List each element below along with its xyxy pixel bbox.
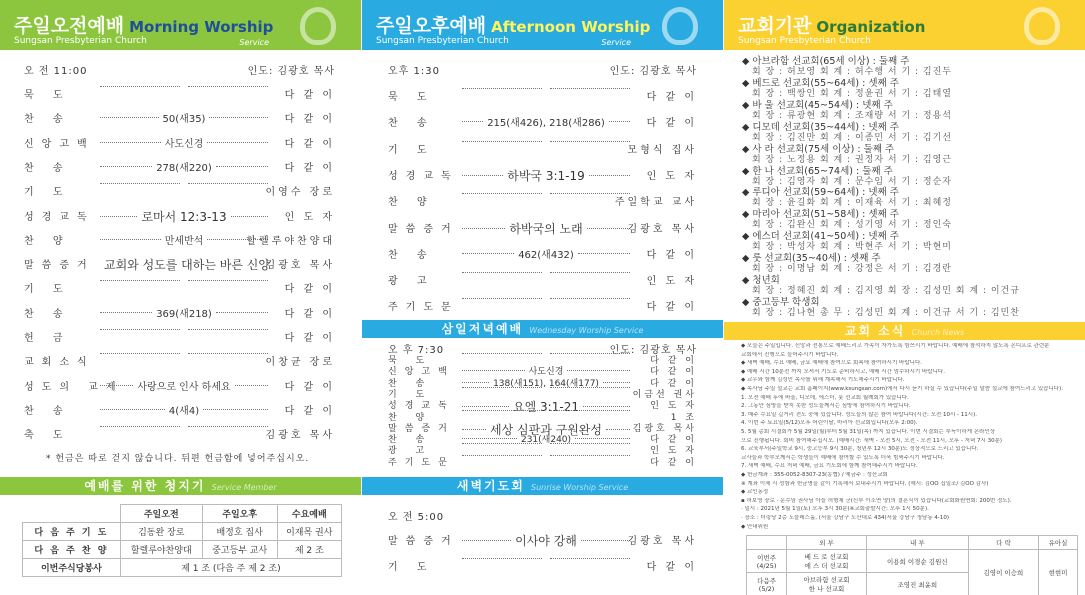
order-item bbox=[362, 443, 723, 457]
news-line: · 일시 : 2021년 5월 1일(토) 오후 3시 30분(※교회출발시간: 오후 1시 50분). bbox=[741, 506, 929, 513]
order-label: 묵 도 bbox=[388, 356, 433, 366]
order-content-text: 사도신경 bbox=[528, 367, 564, 378]
org-title-en: Organization bbox=[816, 18, 926, 36]
org-group-officers: 회 장 : 윤길화 회 계 : 이재육 서 기 : 최혜정 bbox=[752, 198, 952, 209]
usher-cell: 김영이 이승희 bbox=[968, 550, 1038, 595]
order-label: 성도의 교제 bbox=[24, 381, 124, 393]
order-item bbox=[362, 432, 723, 446]
order-leader: 인 도 자 bbox=[650, 446, 697, 457]
order-item bbox=[0, 378, 361, 398]
order-item bbox=[362, 272, 723, 292]
morning-column bbox=[0, 0, 361, 595]
org-group-name: ◆ 루디아 선교회(59~64세) : 넷째 주 bbox=[742, 187, 899, 199]
order-label: 주기도문 bbox=[388, 457, 455, 468]
news-line: ◆ 목사님 주일 설교는 교회 홈페이지(www.ksungsan.com)에서 다시 듣기 하실 수 있습니다(주일 말씀 설교에 참여드리고 있습니다). bbox=[741, 386, 1063, 392]
order-item bbox=[0, 353, 361, 373]
order-content-text: 278(새220) bbox=[156, 162, 212, 174]
org-group-name: ◆ 한 나 선교회(65~74세) : 둘째 주 bbox=[742, 165, 893, 177]
news-line: ◆ 헌금계좌 : 355-0052-8307-23(농협) / 예금주 : 성산교회 bbox=[741, 472, 888, 478]
order-item bbox=[0, 329, 361, 349]
order-label: 교회소식 bbox=[24, 357, 95, 369]
order-label: 말씀증거 bbox=[388, 423, 455, 434]
usher-cell: 아브라함 선교회 한 나 선교회 bbox=[787, 573, 867, 595]
order-leader: 다 같 이 bbox=[284, 284, 335, 296]
news-line: ◆ 안내위원 bbox=[741, 523, 769, 530]
order-item bbox=[362, 246, 723, 266]
news-line: 으로 진행됩니다. 회비 참여해주십시오. (예배시간: 새벽 - 오전 5시, 오전 - 오전 11시, 오후 - 저녁 7시 30분) bbox=[741, 437, 1003, 444]
order-label: 성경교독 bbox=[388, 401, 455, 412]
order-leader: 인 도 자 bbox=[646, 170, 697, 182]
news-line: 1. 오전 예배 후에 바울, 디모데, 에스더, 룻 선교회 월례회가 있습니다. bbox=[741, 394, 909, 401]
order-content bbox=[96, 280, 272, 281]
org-group-officers: 회 장 : 이명남 회 계 : 강정은 서 기 : 김경란 bbox=[752, 264, 952, 275]
order-content bbox=[458, 387, 634, 388]
order-label: 묵 도 bbox=[388, 92, 435, 103]
org-group-officers: 회 장 : 노정용 회 계 : 권정자 서 기 : 김영근 bbox=[752, 154, 952, 165]
morning-time-row bbox=[0, 62, 361, 82]
afternoon-column bbox=[362, 0, 723, 595]
order-leader: 다 같 이 bbox=[284, 138, 335, 150]
news-line: ◆ 새벽 예배, 수요 예배, 금요 예배에 참여으로 회복에 참여하시기 바랍니다. bbox=[741, 360, 923, 367]
news-line: ◆ 예배 시간 10분전 까지 오셔서 기도로 준비하시고, 예배 시간 엄수하시기 바랍니다. bbox=[741, 368, 945, 375]
order-label: 찬 송 bbox=[388, 435, 433, 446]
org-group-officers: 회 장 : 백쌍인 회 계 : 정윤권 서 기 : 김태열 bbox=[752, 88, 952, 99]
news-line: 4. 이번 주 토요일(5/12)오후 어린이날, 마리아 선교회입니다(오후 2:00). bbox=[741, 420, 918, 427]
order-item bbox=[0, 280, 361, 300]
wednesday-leader: 인도: 김광호 목사 bbox=[609, 345, 697, 356]
order-leader: 다 같 이 bbox=[284, 333, 335, 344]
org-group-name: ◆ 바 울 선교회(45~54세) : 넷째 주 bbox=[742, 99, 893, 111]
afternoon-header bbox=[362, 0, 723, 50]
news-title-en: Church News bbox=[911, 328, 965, 337]
news-line: ▪ 허보영 장로 · 문수임 권사님 아들 허형채 군(신부 이소연 양)의 결혼식이 있습니다(교회화원연회: 200번 정도). bbox=[741, 497, 1012, 504]
order-label: 찬 송 bbox=[24, 308, 71, 320]
order-content bbox=[458, 455, 634, 456]
order-label: 기 도 bbox=[388, 562, 435, 573]
order-content bbox=[458, 532, 634, 549]
order-content bbox=[458, 272, 634, 273]
order-item bbox=[362, 410, 723, 421]
order-label: 신앙고백 bbox=[24, 138, 95, 150]
news-line: · 장소 : 더링당 2층 노블레스홀, (서울 강남구 도산대로 434(서울 강남구 청담동 4-10) bbox=[741, 515, 950, 521]
order-leader: 다 같 이 bbox=[284, 114, 335, 126]
order-item bbox=[362, 532, 723, 552]
org-group-name: ◆ 에스더 선교회(41~50세) : 넷째 주 bbox=[742, 231, 899, 243]
order-content bbox=[96, 402, 272, 417]
order-label: 찬 송 bbox=[388, 249, 435, 261]
order-label: 찬 송 bbox=[388, 118, 435, 130]
order-leader: 다 같 이 bbox=[646, 118, 697, 130]
order-leader: 다 같 이 bbox=[284, 90, 335, 101]
order-label: 찬 송 bbox=[24, 114, 71, 126]
morning-leader: 인도: 김광호 목사 bbox=[247, 66, 335, 77]
order-content bbox=[96, 110, 272, 125]
order-leader: 다 같 이 bbox=[650, 435, 697, 446]
usher-row-label: 다음주 (5/2) bbox=[747, 573, 787, 595]
vol-cell: 김동완 장로 bbox=[120, 523, 202, 541]
order-item bbox=[362, 298, 723, 318]
order-leader: 이영수 장로 bbox=[265, 187, 335, 199]
org-group-name: ◆ 아브라함 선교회(65세 이상) : 둘째 주 bbox=[742, 56, 910, 67]
order-leader: 모형식 집사 bbox=[627, 144, 697, 156]
news-line: 교사들과 학부모께서는 학생들이 예배에 참여할 수 있도록 더욱 힘써주시기 바랍니다. bbox=[741, 454, 945, 461]
order-leader: 다 같 이 bbox=[650, 356, 697, 366]
order-content-text: 231(새240) bbox=[520, 435, 572, 446]
dawn-bar bbox=[362, 477, 723, 495]
order-label: 찬 양 bbox=[388, 197, 435, 209]
order-item bbox=[362, 353, 723, 364]
usher-cell: 조영진 최윤희 bbox=[866, 573, 968, 595]
vol-head: 주일오후 bbox=[202, 505, 277, 523]
organization-column bbox=[724, 0, 1085, 595]
afternoon-title-en: Afternoon Worship bbox=[491, 18, 651, 36]
morning-title: 주일오전예배 bbox=[14, 15, 125, 37]
order-label: 찬 송 bbox=[24, 405, 71, 417]
order-label: 신앙고백 bbox=[388, 367, 455, 378]
order-content-text: 요엘 3:1-21 bbox=[513, 400, 579, 415]
org-group-name: ◆ 마리아 선교회(51~58세) : 셋째 주 bbox=[742, 209, 899, 221]
order-label: 헌 금 bbox=[24, 333, 71, 344]
usher-head: 다 락 bbox=[968, 536, 1038, 550]
order-content bbox=[96, 256, 272, 273]
order-content-text: 이사야 강해 bbox=[515, 534, 577, 548]
order-item bbox=[362, 398, 723, 415]
order-content bbox=[96, 86, 272, 87]
order-leader: 할렐루야찬양대 bbox=[246, 235, 335, 247]
order-label: 묵 도 bbox=[24, 90, 71, 101]
order-leader: 인 도 자 bbox=[284, 211, 335, 223]
vol-cell: 배정호 집사 bbox=[202, 523, 277, 541]
dawn-title-en: Sunrise Worship Service bbox=[531, 483, 629, 492]
order-content bbox=[96, 135, 272, 150]
news-line: ◆ 오늘은 주일입니다. 신앙과 전통으로 예배드리고 가족이 자가도록 함쓰시기 바랍니다. 예배에 참석하지 않도록 온디프로 관련분 bbox=[741, 343, 1050, 349]
order-leader: 다 같 이 bbox=[284, 162, 335, 174]
order-content-text: 215(새426), 218(새286) bbox=[487, 118, 605, 130]
order-content bbox=[458, 410, 634, 411]
order-content-text: 사랑으로 인사 하세요 bbox=[137, 381, 231, 393]
order-item bbox=[0, 402, 361, 422]
order-label: 성경교독 bbox=[24, 211, 95, 223]
org-group-officers: 회 장 : 김영자 회 계 : 문수임 서 기 : 정순자 bbox=[752, 176, 952, 187]
org-title: 교회기관 bbox=[738, 15, 812, 37]
order-content-text: 교회와 성도를 대하는 바른 신앙 bbox=[104, 258, 270, 273]
usher-head: 외 부 bbox=[787, 536, 867, 550]
org-group-officers: 회 장 : 허보영 회 계 : 허수행 서 기 : 김진두 bbox=[752, 67, 952, 77]
vol-head: 주일오전 bbox=[120, 505, 202, 523]
org-group-name: ◆ 디모데 선교회(35~44세) : 넷째 주 bbox=[742, 121, 899, 133]
order-item bbox=[362, 193, 723, 213]
order-label: 성경교독 bbox=[388, 170, 459, 182]
church-name: Sungsan Presbyterian Church bbox=[376, 36, 509, 46]
vol-cell: 할렐루야찬양대 bbox=[120, 541, 202, 559]
order-content bbox=[458, 246, 634, 261]
order-label: 찬 송 bbox=[24, 162, 71, 174]
order-label: 주기도문 bbox=[388, 302, 459, 314]
vol-cell: 중고등부 교사 bbox=[202, 541, 277, 559]
order-item bbox=[362, 220, 723, 240]
order-content bbox=[458, 353, 634, 354]
usher-cell: 이용희 이경순 김원신 bbox=[866, 550, 968, 573]
order-item bbox=[362, 455, 723, 466]
order-content-text: 하박국의 노래 bbox=[509, 221, 583, 236]
afternoon-leader: 인도: 김광호 목사 bbox=[609, 66, 697, 77]
order-content-text: 50(새35) bbox=[162, 114, 206, 126]
order-item bbox=[0, 110, 361, 130]
order-content bbox=[458, 220, 634, 237]
church-name: Sungsan Presbyterian Church bbox=[14, 36, 147, 46]
heart-icon bbox=[1024, 7, 1060, 45]
order-content-text: 369(새218) bbox=[156, 308, 212, 320]
org-group-officers: 회 장 : 김나현 총 무 : 김성민 회 계 : 이건규 서 기 : 김민찬 bbox=[752, 307, 1020, 318]
order-label: 찬 양 bbox=[388, 412, 433, 423]
dawn-time: 오 전 5:00 bbox=[388, 512, 445, 523]
order-leader: 1 조 bbox=[670, 412, 697, 423]
order-item bbox=[362, 558, 723, 578]
news-line: 교회에서 진행으로 들어주시기 바랍니다. bbox=[741, 351, 839, 358]
order-label: 말씀증거 bbox=[388, 223, 459, 235]
order-label: 말씀증거 bbox=[24, 260, 95, 272]
usher-row-label: 이번주 (4/25) bbox=[747, 550, 787, 573]
morning-header bbox=[0, 0, 361, 50]
news-line: 2. 그동안 심방을 받지 못한 성도들께서는 심방에 참여하시기 바랍니다. bbox=[741, 403, 911, 410]
order-item bbox=[362, 167, 723, 187]
order-content-text: 4(새4) bbox=[168, 405, 200, 417]
order-item bbox=[362, 114, 723, 134]
order-leader: 다 같 이 bbox=[284, 308, 335, 320]
order-content bbox=[458, 114, 634, 129]
order-leader: 다 같 이 bbox=[284, 381, 335, 393]
offering-note: * 헌금은 따로 걷지 않습니다. 뒤편 헌금함에 넣어주십시오. bbox=[46, 454, 310, 464]
afternoon-time: 오후 1:30 bbox=[388, 66, 440, 77]
dawn-time-row bbox=[362, 508, 723, 528]
vol-row-label: 다 음 주 찬 양 bbox=[23, 541, 121, 559]
usher-head: 내 부 bbox=[866, 536, 968, 550]
org-group-name: ◆ 청년회 bbox=[742, 275, 780, 286]
order-content bbox=[458, 141, 634, 142]
order-content-text: 세상 심판과 구원완성 bbox=[490, 422, 602, 437]
order-leader: 인 도 자 bbox=[650, 401, 697, 412]
order-content bbox=[96, 378, 272, 393]
org-group-officers: 회 장 : 김진만 회 계 : 이종민 서 기 : 김기선 bbox=[752, 132, 952, 143]
org-group-name: ◆ 룻 선교회(35~40세) : 셋째 주 bbox=[742, 253, 881, 265]
morning-time: 오 전 11:00 bbox=[24, 66, 88, 77]
church-name: Sungsan Presbyterian Church bbox=[738, 36, 871, 46]
order-item bbox=[0, 208, 361, 228]
org-group-officers: 회 장 : 류광현 회 계 : 조재량 서 기 : 정용석 bbox=[752, 110, 952, 121]
order-item bbox=[0, 159, 361, 179]
org-group-officers: 회 장 : 정혜진 회 계 : 김지영 회 장 : 김성민 회 계 : 이건규 bbox=[752, 286, 1020, 296]
news-bar bbox=[724, 322, 1085, 340]
order-label: 말씀증거 bbox=[388, 536, 459, 547]
vol-cell: 이재목 권사 bbox=[277, 523, 341, 541]
usher-cell: 현현미 bbox=[1039, 550, 1078, 595]
volunteers-table bbox=[22, 504, 342, 577]
news-line: 6. 교육부서(주일학교 9시, 중고등부 9시 30분, 청년부 12시 30분)도 정상적으로 드리고 있습니다. bbox=[741, 446, 979, 453]
order-leader: 다 같 이 bbox=[650, 367, 697, 378]
order-content bbox=[458, 193, 634, 194]
order-content bbox=[96, 305, 272, 320]
news-line: ◆ 교우와 함께 김성민 목사를 위해 계속해서 기도해주시기 바랍니다. bbox=[741, 377, 905, 384]
order-leader: 김광호 목사 bbox=[265, 260, 335, 272]
order-content-text: 하박국 3:1-19 bbox=[507, 168, 585, 183]
org-group-name: ◆ 중고등부 학생회 bbox=[742, 296, 820, 308]
order-leader: 다 같 이 bbox=[646, 302, 697, 314]
order-label: 찬 송 bbox=[388, 378, 433, 389]
order-label: 찬 양 bbox=[24, 235, 71, 247]
usher-head bbox=[747, 536, 787, 550]
order-leader: 다 같 이 bbox=[646, 249, 697, 261]
vol-head: 수요예배 bbox=[277, 505, 341, 523]
order-item bbox=[0, 426, 361, 446]
order-leader: 김광호 목사 bbox=[632, 423, 697, 434]
heart-icon bbox=[662, 7, 698, 45]
order-item bbox=[0, 183, 361, 203]
order-leader: 다 같 이 bbox=[284, 405, 335, 417]
order-item bbox=[0, 305, 361, 325]
order-content bbox=[458, 167, 634, 184]
org-group-name: ◆ 베드로 선교회(55~64세) : 셋째 주 bbox=[742, 77, 899, 89]
org-header bbox=[724, 0, 1085, 50]
order-leader: 주일학교 교사 bbox=[614, 197, 697, 209]
order-leader: 다 같 이 bbox=[650, 457, 697, 468]
order-leader: 다 같 이 bbox=[646, 562, 697, 573]
usher-cell: 베 드 로 선교회 에 스 더 선교회 bbox=[787, 550, 867, 573]
dawn-title: 새벽기도회 bbox=[456, 479, 525, 493]
order-label: 기 도 bbox=[24, 187, 71, 199]
wednesday-title: 삼일저녁예배 bbox=[441, 322, 524, 336]
order-content bbox=[458, 558, 634, 559]
order-leader: 이금선 권사 bbox=[632, 389, 697, 400]
vol-row-label: 이번주식당봉사 bbox=[23, 559, 121, 577]
order-content bbox=[96, 353, 272, 354]
news-line: 5. 5월 총회 시결회가 5월 29일(월)부터 5월 31일(목) 까지 있습니다. 이번 시결회는 부득이하게 온라인상 bbox=[741, 429, 996, 435]
order-item bbox=[362, 387, 723, 398]
news-line: ◆ 교인동정 bbox=[741, 489, 769, 496]
order-leader: 김광호 목사 bbox=[627, 223, 697, 235]
morning-title-en: Morning Worship bbox=[129, 18, 274, 36]
order-item bbox=[362, 421, 723, 437]
order-item bbox=[0, 232, 361, 252]
usher-head: 유아실 bbox=[1039, 536, 1078, 550]
order-item bbox=[0, 135, 361, 155]
order-content bbox=[458, 443, 634, 444]
volunteers-bar bbox=[0, 477, 361, 495]
volunteers-title: 예배를 위한 청지기 bbox=[84, 479, 206, 493]
service-label: Service bbox=[239, 38, 269, 47]
order-label: 기 도 bbox=[388, 389, 433, 400]
order-item bbox=[362, 376, 723, 387]
order-item bbox=[362, 364, 723, 378]
order-content bbox=[96, 159, 272, 174]
org-group-officers: 회 장 : 김완신 회 계 : 성기영 서 기 : 정인숙 bbox=[752, 220, 952, 231]
heart-icon bbox=[300, 7, 336, 45]
order-leader: 다 같 이 bbox=[650, 378, 697, 389]
order-content bbox=[96, 183, 272, 184]
order-item bbox=[0, 86, 361, 106]
order-content bbox=[96, 426, 272, 427]
org-group-officers: 회 장 : 박성자 회 계 : 박현주 서 기 : 박현미 bbox=[752, 242, 952, 253]
order-item bbox=[362, 88, 723, 108]
wednesday-title-en: Wednesday Worship Service bbox=[529, 326, 644, 335]
order-content bbox=[458, 298, 634, 299]
news-line: 7. 새벽 예배, 수요 저녁 예배, 금요 기도회에 함께 참여해주시기 바랍니다. bbox=[741, 463, 918, 470]
order-content-text: 462(새432) bbox=[518, 249, 574, 261]
order-content-text: 만세반석 bbox=[164, 235, 204, 247]
order-label: 광 고 bbox=[388, 446, 433, 457]
volunteers-title-en: Service Member bbox=[211, 483, 277, 492]
order-content-text: 138(새151), 164(새177) bbox=[493, 378, 599, 389]
order-content-text: 사도신경 bbox=[164, 138, 204, 150]
order-leader: 다 같 이 bbox=[646, 92, 697, 103]
order-content bbox=[458, 88, 634, 89]
order-content bbox=[96, 208, 272, 225]
news-line: ※ 계좌 이체 시 성함과 헌금명을 같이 기록해서 보내주시기 바랍니다. (예시: 김OO 십일조/ 김OO 감사) bbox=[741, 480, 989, 487]
vol-cell: 제 1 조 (다음 주 제 2 조) bbox=[120, 559, 341, 577]
service-label: Service bbox=[601, 38, 631, 47]
vol-cell: 제 2 조 bbox=[277, 541, 341, 559]
vol-row-label: 다 음 주 기 도 bbox=[23, 523, 121, 541]
order-label: 기 도 bbox=[24, 284, 71, 296]
afternoon-time-row bbox=[362, 62, 723, 82]
order-leader: 이창균 장로 bbox=[265, 357, 335, 369]
order-content bbox=[96, 329, 272, 330]
afternoon-title: 주일오후예배 bbox=[376, 15, 487, 37]
order-label: 축 도 bbox=[24, 430, 71, 442]
order-content-text: 로마서 12:3-13 bbox=[141, 209, 227, 224]
order-leader: 김광호 목사 bbox=[627, 536, 697, 547]
order-leader: 김광호 목사 bbox=[265, 430, 335, 442]
wednesday-time: 오 후 7:30 bbox=[388, 345, 445, 356]
news-line: 3. 매주 수요일 길거리 전도 중에 있습니다. 성도들의 많은 참여 바랍니다(시간: 오전 10시 - 11시). bbox=[741, 411, 977, 418]
order-item bbox=[362, 141, 723, 161]
ushers-table bbox=[746, 535, 1078, 595]
news-title: 교회 소식 bbox=[844, 324, 906, 338]
org-group-name: ◆ 사 라 선교회(75세 이상) : 둘째 주 bbox=[742, 143, 895, 155]
order-label: 광 고 bbox=[388, 276, 435, 288]
order-label: 기 도 bbox=[388, 144, 435, 156]
order-leader: 인 도 자 bbox=[646, 276, 697, 288]
order-item bbox=[0, 256, 361, 276]
wednesday-bar bbox=[362, 320, 723, 338]
